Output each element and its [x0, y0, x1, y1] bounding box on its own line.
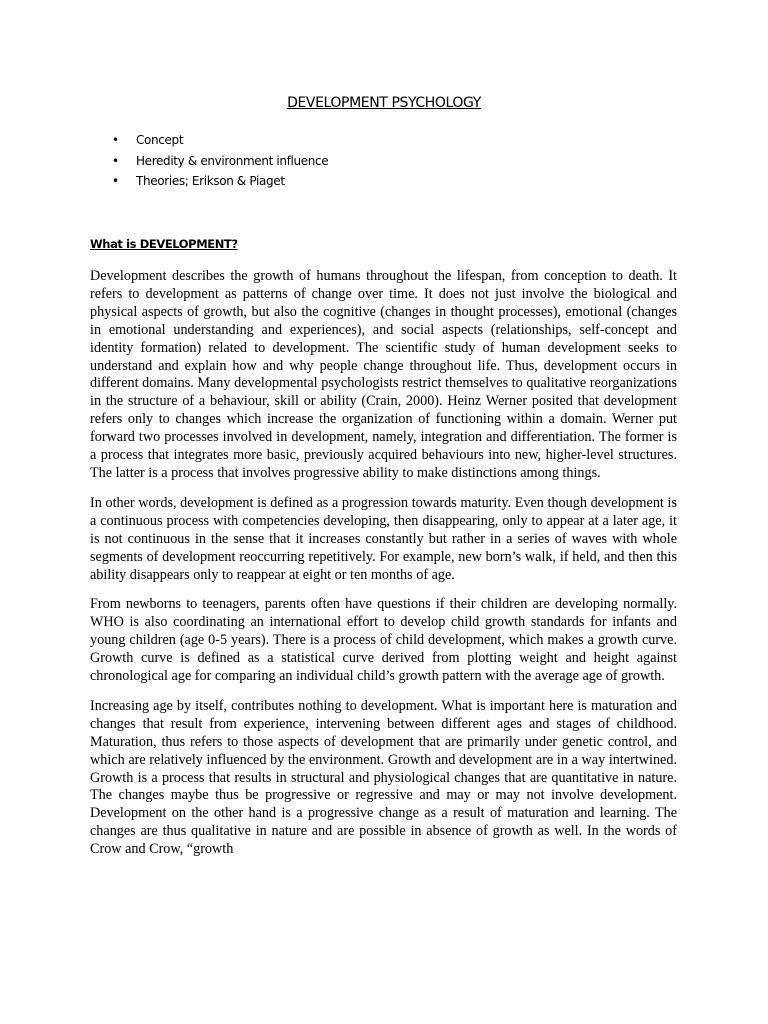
section-heading: What is DEVELOPMENT?: [90, 237, 238, 251]
bullet-icon: •: [112, 174, 119, 188]
paragraph: In other words, development is defined as a progression towards maturity. Even though development is a continuous process with competencies developing, then disappearing, only to appear at a later age, it is not continuous in the sense that it increases constantly but rather in a series of waves with whole segments of development reoccurring repetitively. For example, new born’s walk, if held, and then this ability disappears only to reappear at eight or ten months of age.: [90, 494, 677, 583]
topic-list-item: [112, 172, 328, 193]
paragraph: Increasing age by itself, contributes nothing to development. What is important here is maturation and changes that result from experience, intervening between different ages and stages of childhood. Maturation, thus refers to those aspects of development that are primarily under genetic control, and which are relatively influenced by the environment. Growth and development are in a way intertwined. Growth is a process that results in structural and physiological changes that are quantitative in nature. The changes maybe thus be progressive or regressive and may or may not involve development. Development on the other hand is a progressive change as a result of maturation and learning. The changes are thus qualitative in nature and are possible in absence of growth as well. In the words of Crow and Crow, “growth: [90, 697, 677, 858]
bullet-icon: •: [112, 153, 119, 168]
paragraph: Development describes the growth of humans throughout the lifespan, from conception to death. It refers to development as patterns of change over time. It does not just involve the biological and physical aspects of growth, but also the cognitive (changes in thought processes), emotional (changes in emotional understanding and experiences), and social aspects (relationships, self-concept and identity formation) related to development. The scientific study of human development seeks to understand and explain how and why people change throughout life. Thus, development occurs in different domains. Many developmental psychologists restrict themselves to qualitative reorganizations in the structure of a behaviour, skill or ability (Crain, 2000). Heinz Werner posited that development refers only to changes which increase the organization of functioning within a domain. Werner put forward two processes involved in development, namely, integration and differentiation. The former is a process that integrates more basic, previously acquired behaviours into new, higher-level structures. The latter is a process that involves progressive ability to make distinctions among things.: [90, 268, 677, 481]
topic-text: Concept: [136, 133, 184, 147]
paragraph: From newborns to teenagers, parents often have questions if their children are developing normally. WHO is also coordinating an international effort to develop child growth standards for infants and young children (age 0-5 years). There is a process of child development, which makes a growth curve. Growth curve is defined as a statistical curve derived from plotting weight and height against chronological age for comparing an individual child’s growth pattern with the average age of growth.: [90, 596, 677, 685]
topic-list-item: [112, 152, 328, 173]
topic-text: Theories; Erikson & Piaget: [136, 174, 285, 188]
topic-list-item: [112, 131, 328, 152]
topic-text: Heredity & environment influence: [136, 153, 329, 168]
document-title: DEVELOPMENT PSYCHOLOGY: [287, 95, 481, 111]
body-text: [90, 268, 677, 871]
bullet-icon: •: [112, 133, 119, 147]
topic-list: [112, 131, 328, 193]
